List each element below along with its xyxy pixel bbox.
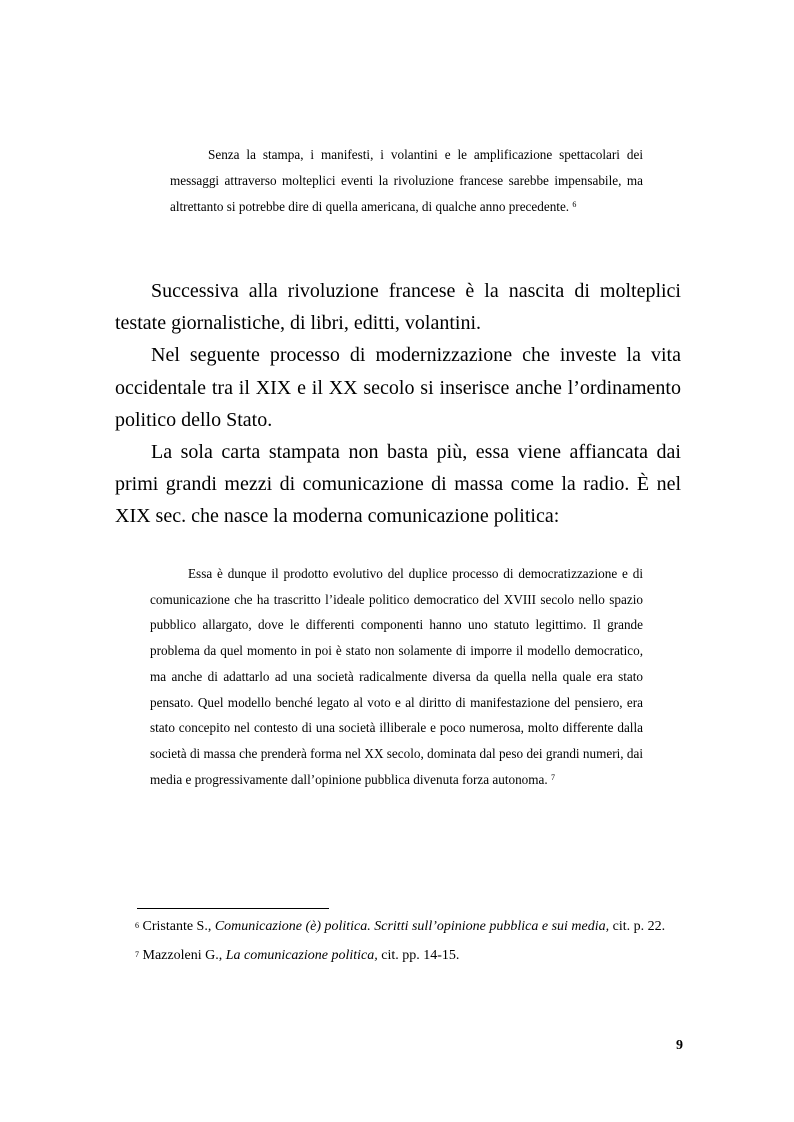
footnote-7 (115, 943, 681, 968)
quote-2-text: Essa è dunque il prodotto evolutivo del duplice processo di democratizzazione e di comunicazione che ha trascritto l’ideale politico democratico del XVIII secolo nello spazio pubblico allargato, dove le differenti componenti hanno uno statuto legittimo. Il grande problema da quel momento in poi è stato non solamente di imporre il modello democratico, ma anche di adattarlo ad una società radicalmente diversa da quella nella quale era stato pensato. Quel modello benché legato al voto e al diritto di manifestazione del pensiero, era stato concepito nel contesto di una società illiberale e poco numerosa, molto differente dalla società di massa che prenderà forma nel XX secolo, dominata dal peso dei grandi numeri, dai media e progressivamente dall’opinione pubblica divenuta forza autonoma. (150, 566, 643, 787)
footnote-6 (115, 914, 681, 939)
footnote-7-author: Mazzoleni G., (142, 948, 226, 963)
paragraph-3: La sola carta stampata non basta più, essa viene affiancata dai primi grandi mezzi di comunicazione di massa come la radio. È nel XIX sec. che nasce la moderna comunicazione politica: (115, 441, 681, 528)
paragraph-1: Successiva alla rivoluzione francese è la nascita di molteplici testate giornalistiche, di libri, editti, volantini. (115, 280, 681, 335)
footnotes (115, 914, 681, 972)
body-text (115, 275, 681, 533)
page-number: 9 (676, 1038, 683, 1053)
footnote-7-rest: cit. pp. 14-15. (377, 948, 460, 963)
quote-1-text: Senza la stampa, i manifesti, i volantini e le amplificazione spettacolari dei messaggi attraverso molteplici eventi la rivoluzione francese sarebbe impensabile, ma altrettanto si potrebbe dire di quella americana, di qualche anno precedente. (170, 147, 643, 214)
paragraph-2: Nel seguente processo di modernizzazione che investe la vita occidentale tra il XIX e il XX secolo si inserisce anche l’ordinamento politico dello Stato. (115, 344, 681, 431)
footnote-separator (137, 908, 329, 909)
footnote-7-number: 7 (135, 950, 139, 959)
footnote-6-number: 6 (135, 921, 139, 930)
block-quote-2 (150, 561, 643, 792)
footnote-6-title: Comunicazione (è) politica. Scritti sull’opinione pubblica e sui media, (214, 919, 610, 934)
block-quote-1 (170, 142, 643, 220)
footnote-ref-7[interactable]: 7 (550, 772, 555, 782)
footnote-7-title: La comunicazione politica, (225, 948, 378, 963)
footnote-6-author: Cristante S., (142, 919, 215, 934)
footnote-ref-6[interactable]: 6 (572, 200, 577, 209)
footnote-6-rest: cit. p. 22. (609, 919, 666, 934)
